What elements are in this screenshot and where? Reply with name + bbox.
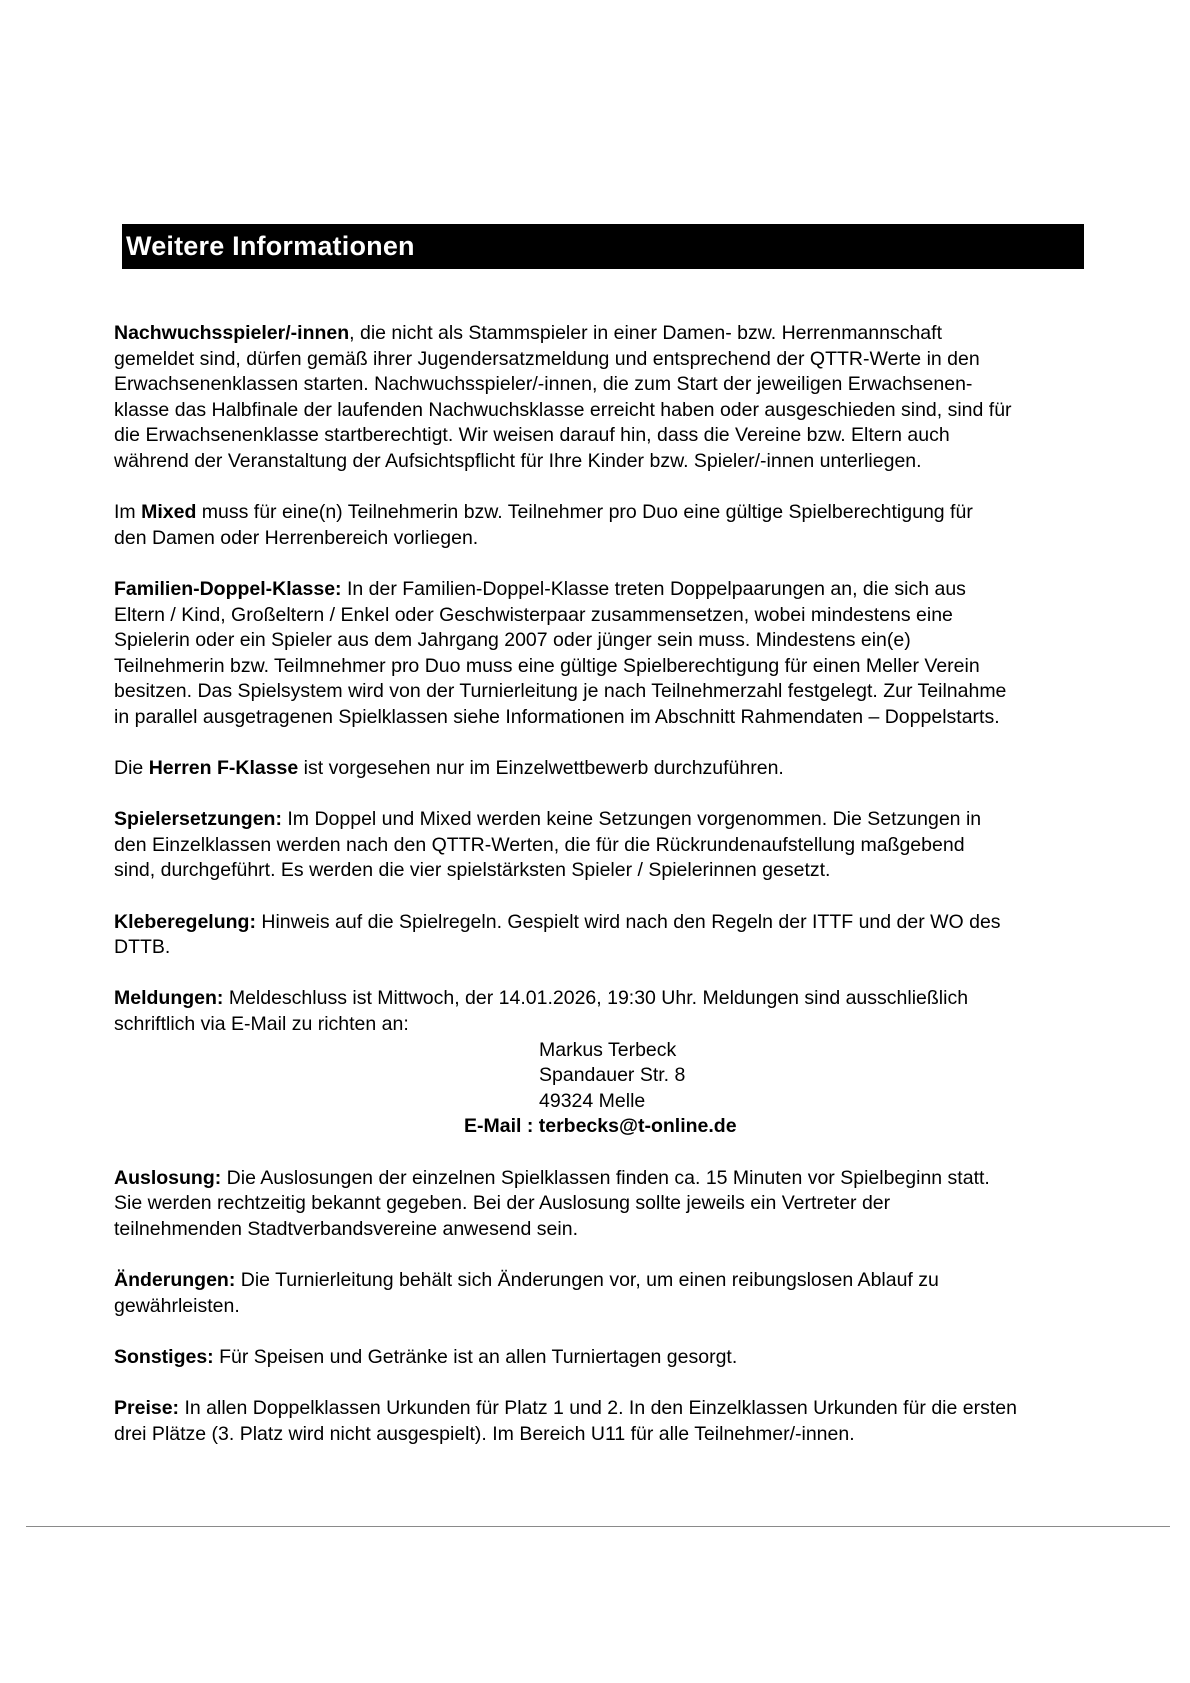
paragraph-setzungen: Spielersetzungen: Im Doppel und Mixed werden keine Setzungen vorgenommen. Die Setzungen in den Einzelklassen werden nach den QTTR-Werten, die für die Rückrundenaufstellung maßgebend sind, durchgeführt. Es werden die vier spielstärksten Spieler / Spielerinnen gesetzt.: [114, 808, 982, 882]
section-heading: Weitere Informationen: [126, 231, 415, 261]
paragraph-auslosung: Auslosung: Die Auslosungen der einzelnen Spielklassen finden ca. 15 Minuten vor Spielbeginn statt. Sie werden rechtzeitig bekannt gegeben. Bei der Auslosung sollte jeweils ein Vertreter der teilnehmenden Stadtverbandsvereine anwesend sein.: [114, 1166, 990, 1240]
lead-familien: Familien-Doppel-Klasse:: [114, 577, 342, 600]
paragraph-herren: Die Herren F-Klasse ist vorgesehen nur im Einzelwettbewerb durchzuführen.: [114, 757, 784, 780]
lead-setzungen: Spielersetzungen:: [114, 808, 282, 831]
lead-preise: Preise:: [114, 1396, 180, 1419]
document-body: [114, 321, 1104, 1473]
lead-herren: Herren F-Klasse: [148, 757, 299, 780]
contact-email: E-Mail : terbecks@t-online.de: [464, 1115, 737, 1138]
contact-name: Markus Terbeck: [539, 1038, 677, 1061]
lead-sonstiges: Sonstiges:: [114, 1345, 214, 1368]
paragraph-mixed: Im Mixed muss für eine(n) Teilnehmerin bzw. Teilnehmer pro Duo eine gültige Spielberechtigung für den Damen oder Herrenbereich vorliegen.: [114, 501, 973, 549]
contact-address: [114, 1038, 1104, 1140]
lead-meldungen: Meldungen:: [114, 987, 224, 1010]
contact-city: 49324 Melle: [539, 1089, 646, 1112]
paragraph-aenderungen: Änderungen: Die Turnierleitung behält sich Änderungen vor, um einen reibungslosen Ablauf zu gewährleisten.: [114, 1268, 939, 1317]
paragraph-sonstiges: Sonstiges: Für Speisen und Getränke ist an allen Turniertagen gesorgt.: [114, 1345, 738, 1368]
lead-auslosung: Auslosung:: [114, 1166, 222, 1189]
paragraph-nachwuchs: Nachwuchsspieler/-innen, die nicht als Stammspieler in einer Damen- bzw. Herrenmannschaft gemeldet sind, dürfen gemäß ihrer Jugendersatzmeldung und entsprechend der QTTR-Werte in den Erwachsenenklassen starten. Nachwuchsspieler/-innen, die zum Start der jeweiligen Erwachsenen- klasse das Halbfinale der laufenden Nachwuchsklasse erreicht haben oder ausgeschieden sind, sind für die Erwachsenenklasse startberechtigt. Wir weisen darauf hin, dass die Vereine bzw. Eltern auch während der Veranstaltung der Aufsichtspflicht für Ihre Kinder bzw. Spieler/-innen unterliegen.: [114, 322, 1012, 472]
lead-nachwuchs: Nachwuchsspieler/-innen: [114, 322, 350, 344]
lead-kleber: Kleberegelung:: [114, 910, 256, 933]
contact-street: Spandauer Str. 8: [539, 1064, 686, 1087]
paragraph-meldungen: Meldungen: Meldeschluss ist Mittwoch, der 14.01.2026, 19:30 Uhr. Meldungen sind ausschließlich schriftlich via E-Mail zu richten an:: [114, 987, 969, 1036]
paragraph-familien: Familien-Doppel-Klasse: In der Familien-Doppel-Klasse treten Doppelpaarungen an, die sich aus Eltern / Kind, Großeltern / Enkel oder Geschwisterpaar zusammensetzen, wobei mindestens eine Spielerin oder ein Spieler aus dem Jahrgang 2007 oder jünger sein muss. Mindestens ein(e) Teilnehmerin bzw. Teilmnehmer pro Duo muss eine gültige Spielberechtigung für einen Meller Verein besitzen. Das Spielsystem wird von der Turnierleitung je nach Teilnehmerzahl festgelegt. Zur Teilnahme in parallel ausgetragenen Spielklassen siehe Informationen im Abschnitt Rahmendaten – Doppelstarts.: [114, 577, 1007, 728]
paragraph-preise: Preise: In allen Doppelklassen Urkunden für Platz 1 und 2. In den Einzelklassen Urkunden für die ersten drei Plätze (3. Platz wird nicht ausgespielt). Im Bereich U11 für alle Teilnehmer/-innen.: [114, 1396, 1017, 1445]
section-heading-bar: [122, 224, 1084, 269]
footer-divider: [26, 1526, 1170, 1527]
paragraph-kleber: Kleberegelung: Hinweis auf die Spielregeln. Gespielt wird nach den Regeln der ITTF und der WO des DTTB.: [114, 910, 1001, 959]
lead-aenderungen: Änderungen:: [114, 1268, 236, 1291]
lead-mixed: Mixed: [141, 501, 197, 524]
